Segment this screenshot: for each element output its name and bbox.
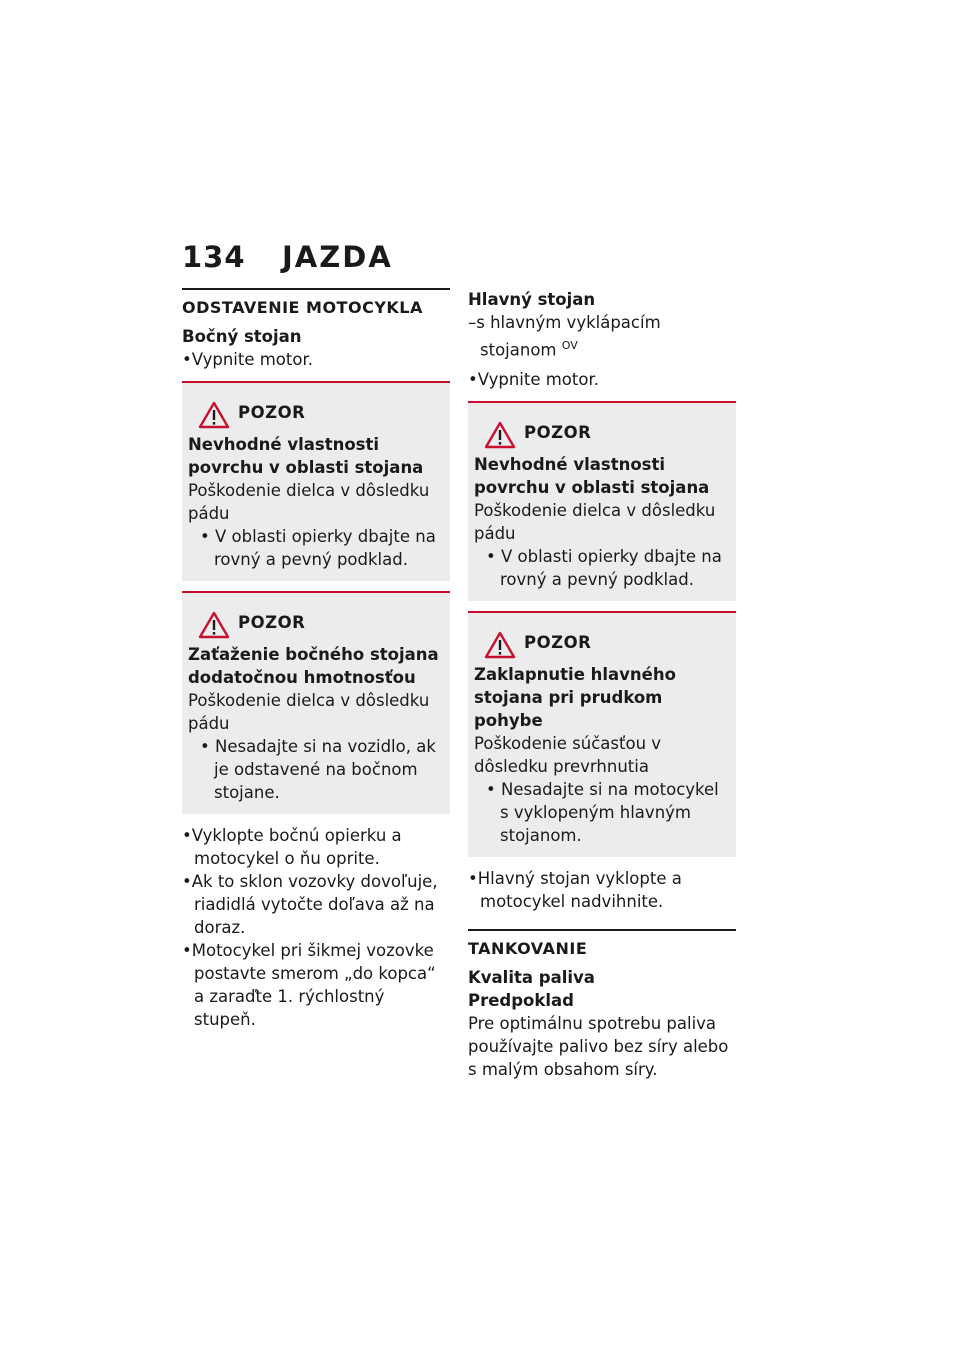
step-turn-handlebar: •Ak to sklon vozovky dovoľuje, riadidlá vytočte doľava až na doraz. — [182, 872, 438, 937]
caution-title: Zaťaženie bočného stojana dodatočnou hmotnosťou — [188, 645, 439, 687]
subsection-main-stand: Hlavný stojan — [468, 290, 596, 309]
step-lift-on-stand: •Hlavný stojan vyklopte a motocykel nadvihnite. — [468, 868, 682, 911]
caution-header — [188, 605, 444, 643]
step-text: Vyklopte bočnú opierku a motocykel o ňu oprite. — [191, 826, 402, 868]
caution-consequence: Poškodenie dielca v dôsledku pádu — [188, 481, 430, 523]
caution-header — [188, 395, 444, 433]
caution-consequence: Poškodenie dielca v dôsledku pádu — [188, 691, 430, 733]
caution-header — [474, 415, 730, 453]
equipment-note: –s hlavným vyklápacím stojanom $^{OV}$ — [468, 313, 661, 360]
subsection-fuel-quality: Kvalita paliva — [468, 967, 595, 987]
caution-title: Zaklapnutie hlavného stojana pri prudkom pohybe — [474, 664, 676, 730]
step-engine-off: •Vypnite motor. — [182, 350, 313, 369]
caution-action: • V oblasti opierky dbajte na rovný a pevný podklad. — [200, 527, 436, 569]
step-engine-off: •Vypnite motor. — [468, 369, 599, 389]
caution-box — [468, 401, 736, 601]
caution-label: POZOR — [524, 632, 592, 652]
step-fold-out-stand: •Vyklopte bočnú opierku a motocykel o ňu oprite. — [182, 826, 402, 868]
subsection-side-stand: Bočný stojan — [182, 327, 302, 346]
step-uphill-gear: •Motocykel pri šikmej vozovke postavte smerom „do kopca“ a zaraďte 1. rýchlostný stupeň. — [182, 941, 436, 1029]
caution-title: Nevhodné vlastnosti povrchu v oblasti stojana — [188, 435, 424, 477]
step-text: Hlavný stojan vyklopte a motocykel nadvihnite. — [477, 868, 682, 911]
caution-label: POZOR — [238, 403, 306, 422]
caution-box — [182, 381, 450, 581]
caution-label: POZOR — [524, 422, 592, 442]
caution-title: Nevhodné vlastnosti povrchu v oblasti stojana — [474, 454, 710, 497]
fuel-paragraph: Pre optimálnu spotrebu paliva používajte palivo bez síry alebo s malým obsahom síry. — [468, 1013, 729, 1079]
caution-action-text: Nesadajte si na vozidlo, ak je odstavené na bočnom stojane. — [214, 737, 436, 802]
caution-action: • V oblasti opierky dbajte na rovný a pevný podklad. — [486, 546, 722, 589]
caution-action-text: V oblasti opierky dbajte na rovný a pevný podklad. — [214, 527, 436, 569]
equipment-text: s hlavným vyklápacím stojanom — [476, 313, 661, 360]
caution-box — [182, 591, 450, 814]
step-text: Vypnite motor. — [477, 369, 599, 389]
caution-action-text: V oblasti opierky dbajte na rovný a pevný podklad. — [500, 546, 722, 589]
caution-consequence: Poškodenie dielca v dôsledku pádu — [474, 500, 716, 543]
warning-triangle-icon — [484, 631, 516, 659]
optional-equipment-mark: OV — [561, 339, 578, 352]
caution-label: POZOR — [238, 613, 306, 632]
caution-action: • Nesadajte si na vozidlo, ak je odstavené na bočnom stojane. — [200, 737, 436, 802]
warning-triangle-icon — [198, 401, 230, 429]
left-column — [182, 288, 450, 1031]
warning-triangle-icon — [198, 611, 230, 639]
subsection-prerequisite: Predpoklad — [468, 990, 574, 1010]
caution-box — [468, 611, 736, 857]
step-text: Ak to sklon vozovky dovoľuje, riadidlá vytočte doľava až na doraz. — [191, 872, 438, 937]
chapter-title: JAZDA — [282, 240, 393, 274]
step-text: Motocykel pri šikmej vozovke postavte smerom „do kopca“ a zaraďte 1. rýchlostný stupeň. — [191, 941, 436, 1029]
caution-action: • Nesadajte si na motocykel s vyklopeným hlavným stojanom. — [486, 779, 719, 845]
page-number: 134 — [182, 240, 246, 274]
caution-consequence: Poškodenie súčasťou v dôsledku prevrhnutia — [474, 733, 662, 776]
section-heading-parking: ODSTAVENIE MOTOCYKLA — [182, 288, 450, 317]
section-heading-refueling: TANKOVANIE — [468, 929, 736, 958]
warning-triangle-icon — [484, 421, 516, 449]
caution-action-text: Nesadajte si na motocykel s vyklopeným hlavným stojanom. — [500, 779, 719, 845]
caution-header — [474, 625, 730, 663]
step-text: Vypnite motor. — [191, 350, 313, 369]
right-column — [468, 288, 736, 1081]
